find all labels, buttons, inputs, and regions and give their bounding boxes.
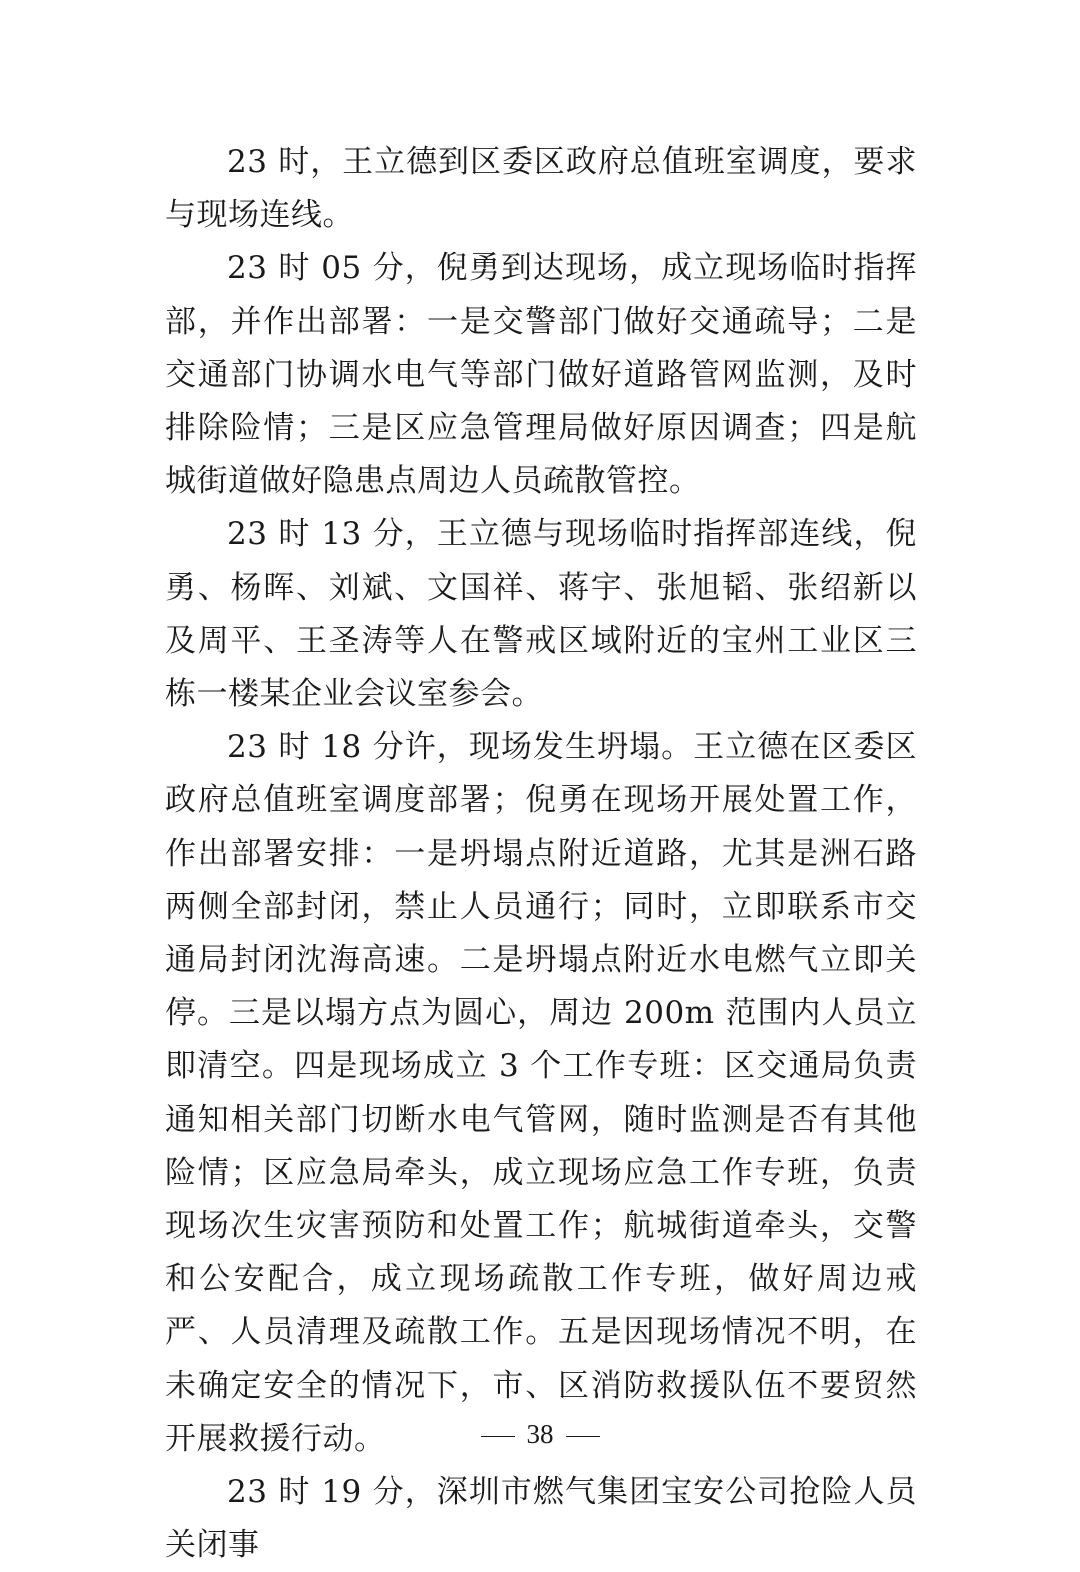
paragraph-2305: 23 时 05 分，倪勇到达现场，成立现场临时指挥部，并作出部署：一是交警部门做好交通疏导；二是交通部门协调水电气等部门做好道路管网监测，及时排除险情；三是区应急管理局做好原因调查；四是航城街道做好隐患点周边人员疏散管控。 <box>165 250 917 500</box>
paragraph-2319: 23 时 19 分，深圳市燃气集团宝安公司抢险人员关闭事 <box>165 1474 917 1564</box>
page-footer <box>0 1414 1080 1454</box>
page-number: 38 <box>526 1419 554 1449</box>
footer-dash-left <box>481 1436 515 1437</box>
paragraph-2318: 23 时 18 分许，现场发生坍塌。王立德在区委区政府总值班室调度部署；倪勇在现场开展处置工作，作出部署安排：一是坍塌点附近道路，尤其是洲石路两侧全部封闭，禁止人员通行；同时，立即联系市交通局封闭沈海高速。二是坍塌点附近水电燃气立即关停。三是以塌方点为圆心，周边 200m 范围内人员立即清空。四是现场成立 3 个工作专班：区交通局负责通知相关部门切断水电气管网，随时监测是否有其他险情；区应急局牵头，成立现场应急工作专班，负责现场次生灾害预防和处置工作；航城街道牵头，交警和公安配合，成立现场疏散工作专班，做好周边戒严、人员清理及疏散工作。五是因现场情况不明，在未确定安全的情况下，市、区消防救援队伍不要贸然开展救援行动。 <box>165 729 917 1457</box>
document-body <box>165 136 917 1572</box>
paragraph-2313: 23 时 13 分，王立德与现场临时指挥部连线，倪勇、杨晖、刘斌、文国祥、蒋宇、张旭韬、张绍新以及周平、王圣涛等人在警戒区域附近的宝州工业区三栋一楼某企业会议室参会。 <box>165 516 917 713</box>
paragraph-2300: 23 时，王立德到区委区政府总值班室调度，要求与现场连线。 <box>165 144 917 234</box>
footer-dash-right <box>566 1436 600 1437</box>
